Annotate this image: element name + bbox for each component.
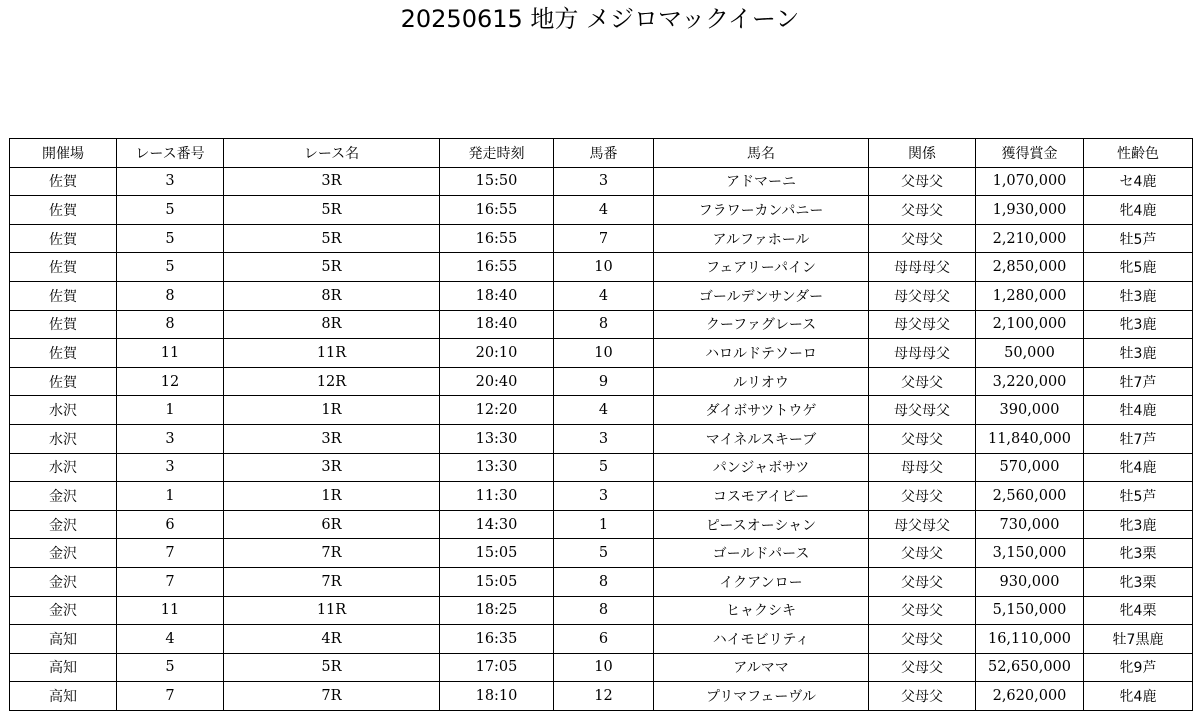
cell-horse-number: 10 — [554, 253, 654, 282]
cell-race-number: 5 — [117, 196, 224, 225]
header-horse-number: 馬番 — [554, 139, 654, 168]
cell-sex-age-color: 牝3栗 — [1084, 567, 1193, 596]
cell-post-time: 16:55 — [440, 224, 554, 253]
cell-sex-age-color: 牝9芦 — [1084, 653, 1193, 682]
cell-sex-age-color: 牡7黒鹿 — [1084, 625, 1193, 654]
cell-post-time: 18:40 — [440, 310, 554, 339]
header-earnings: 獲得賞金 — [976, 139, 1084, 168]
header-race-number: レース番号 — [117, 139, 224, 168]
cell-race-number: 4 — [117, 625, 224, 654]
cell-horse-name: アルママ — [654, 653, 869, 682]
cell-venue: 金沢 — [10, 596, 117, 625]
cell-horse-name: プリマフェーヴル — [654, 682, 869, 711]
cell-venue: 金沢 — [10, 539, 117, 568]
cell-earnings: 52,650,000 — [976, 653, 1084, 682]
cell-earnings: 50,000 — [976, 339, 1084, 368]
cell-race-name: 8R — [224, 310, 440, 339]
cell-post-time: 18:40 — [440, 281, 554, 310]
table-row — [10, 596, 1193, 625]
table-header-row — [10, 139, 1193, 168]
cell-race-number: 11 — [117, 339, 224, 368]
cell-horse-name: ルリオウ — [654, 367, 869, 396]
cell-earnings: 2,100,000 — [976, 310, 1084, 339]
cell-relation: 母父母父 — [869, 396, 976, 425]
cell-post-time: 11:30 — [440, 482, 554, 511]
cell-horse-name: イクアンロー — [654, 567, 869, 596]
cell-horse-number: 4 — [554, 196, 654, 225]
cell-horse-name: ハロルドテソーロ — [654, 339, 869, 368]
cell-horse-name: パンジャボサツ — [654, 453, 869, 482]
cell-relation: 母父母父 — [869, 510, 976, 539]
cell-earnings: 1,070,000 — [976, 167, 1084, 196]
cell-relation: 父母父 — [869, 224, 976, 253]
cell-post-time: 17:05 — [440, 653, 554, 682]
cell-venue: 金沢 — [10, 510, 117, 539]
cell-race-name: 5R — [224, 196, 440, 225]
cell-horse-number: 3 — [554, 482, 654, 511]
cell-post-time: 15:05 — [440, 567, 554, 596]
cell-relation: 父母父 — [869, 196, 976, 225]
table-row — [10, 424, 1193, 453]
cell-sex-age-color: 牝4鹿 — [1084, 196, 1193, 225]
cell-earnings: 730,000 — [976, 510, 1084, 539]
cell-race-number: 5 — [117, 224, 224, 253]
cell-earnings: 3,220,000 — [976, 367, 1084, 396]
table-row — [10, 224, 1193, 253]
cell-post-time: 16:55 — [440, 196, 554, 225]
cell-venue: 金沢 — [10, 567, 117, 596]
cell-relation: 父母父 — [869, 367, 976, 396]
cell-race-number: 12 — [117, 367, 224, 396]
cell-venue: 佐賀 — [10, 253, 117, 282]
cell-relation: 父母父 — [869, 682, 976, 711]
cell-race-number: 3 — [117, 453, 224, 482]
cell-horse-name: ゴールデンサンダー — [654, 281, 869, 310]
cell-race-number: 7 — [117, 682, 224, 711]
cell-sex-age-color: 牡4鹿 — [1084, 396, 1193, 425]
cell-horse-name: ハイモビリティ — [654, 625, 869, 654]
cell-earnings: 930,000 — [976, 567, 1084, 596]
cell-horse-name: フェアリーパイン — [654, 253, 869, 282]
cell-horse-name: マイネルスキーブ — [654, 424, 869, 453]
cell-relation: 母父母父 — [869, 310, 976, 339]
cell-earnings: 2,560,000 — [976, 482, 1084, 511]
table-row — [10, 396, 1193, 425]
cell-race-number: 8 — [117, 310, 224, 339]
cell-sex-age-color: 牡7芦 — [1084, 424, 1193, 453]
cell-earnings: 1,930,000 — [976, 196, 1084, 225]
cell-race-name: 1R — [224, 482, 440, 511]
cell-sex-age-color: 牝4鹿 — [1084, 682, 1193, 711]
cell-relation: 父母父 — [869, 625, 976, 654]
cell-earnings: 11,840,000 — [976, 424, 1084, 453]
cell-horse-number: 5 — [554, 453, 654, 482]
cell-post-time: 13:30 — [440, 453, 554, 482]
table-row — [10, 453, 1193, 482]
cell-post-time: 18:25 — [440, 596, 554, 625]
cell-horse-number: 10 — [554, 653, 654, 682]
cell-horse-number: 8 — [554, 596, 654, 625]
cell-race-number: 1 — [117, 482, 224, 511]
cell-race-name: 5R — [224, 253, 440, 282]
cell-race-name: 3R — [224, 424, 440, 453]
cell-relation: 母父母父 — [869, 281, 976, 310]
cell-horse-number: 8 — [554, 310, 654, 339]
cell-race-number: 5 — [117, 253, 224, 282]
cell-relation: 母母父 — [869, 453, 976, 482]
cell-race-name: 6R — [224, 510, 440, 539]
cell-venue: 水沢 — [10, 424, 117, 453]
cell-post-time: 12:20 — [440, 396, 554, 425]
cell-race-number: 7 — [117, 539, 224, 568]
table-row — [10, 310, 1193, 339]
cell-relation: 母母母父 — [869, 339, 976, 368]
cell-sex-age-color: 牡5芦 — [1084, 482, 1193, 511]
cell-venue: 高知 — [10, 682, 117, 711]
cell-horse-number: 4 — [554, 396, 654, 425]
cell-horse-name: アルファホール — [654, 224, 869, 253]
cell-horse-number: 3 — [554, 167, 654, 196]
cell-venue: 佐賀 — [10, 167, 117, 196]
cell-horse-name: コスモアイビー — [654, 482, 869, 511]
cell-horse-name: クーファグレース — [654, 310, 869, 339]
cell-post-time: 15:50 — [440, 167, 554, 196]
cell-sex-age-color: 牡7芦 — [1084, 367, 1193, 396]
cell-venue: 水沢 — [10, 453, 117, 482]
cell-horse-number: 10 — [554, 339, 654, 368]
cell-venue: 佐賀 — [10, 310, 117, 339]
cell-race-name: 11R — [224, 339, 440, 368]
cell-horse-number: 5 — [554, 539, 654, 568]
cell-race-name: 7R — [224, 539, 440, 568]
cell-race-name: 7R — [224, 682, 440, 711]
cell-race-name: 3R — [224, 167, 440, 196]
header-venue: 開催場 — [10, 139, 117, 168]
cell-sex-age-color: 牝4栗 — [1084, 596, 1193, 625]
cell-sex-age-color: 牝3栗 — [1084, 539, 1193, 568]
table-row — [10, 167, 1193, 196]
cell-relation: 父母父 — [869, 567, 976, 596]
cell-race-name: 1R — [224, 396, 440, 425]
cell-sex-age-color: 牝5鹿 — [1084, 253, 1193, 282]
table-row — [10, 367, 1193, 396]
table-row — [10, 482, 1193, 511]
cell-race-number: 3 — [117, 424, 224, 453]
cell-earnings: 2,210,000 — [976, 224, 1084, 253]
cell-sex-age-color: 牝3鹿 — [1084, 510, 1193, 539]
cell-race-name: 11R — [224, 596, 440, 625]
cell-sex-age-color: 牡3鹿 — [1084, 281, 1193, 310]
cell-race-number: 3 — [117, 167, 224, 196]
cell-horse-name: フラワーカンパニー — [654, 196, 869, 225]
cell-horse-number: 12 — [554, 682, 654, 711]
cell-relation: 父母父 — [869, 482, 976, 511]
cell-race-number: 11 — [117, 596, 224, 625]
cell-horse-name: ピースオーシャン — [654, 510, 869, 539]
cell-sex-age-color: セ4鹿 — [1084, 167, 1193, 196]
cell-venue: 金沢 — [10, 482, 117, 511]
cell-race-name: 4R — [224, 625, 440, 654]
cell-earnings: 16,110,000 — [976, 625, 1084, 654]
cell-horse-number: 8 — [554, 567, 654, 596]
cell-earnings: 1,280,000 — [976, 281, 1084, 310]
cell-race-name: 12R — [224, 367, 440, 396]
cell-earnings: 2,620,000 — [976, 682, 1084, 711]
table-row — [10, 339, 1193, 368]
cell-post-time: 20:10 — [440, 339, 554, 368]
cell-post-time: 14:30 — [440, 510, 554, 539]
cell-relation: 母母母父 — [869, 253, 976, 282]
cell-venue: 高知 — [10, 625, 117, 654]
cell-horse-name: アドマーニ — [654, 167, 869, 196]
header-horse-name: 馬名 — [654, 139, 869, 168]
header-race-name: レース名 — [224, 139, 440, 168]
cell-relation: 父母父 — [869, 167, 976, 196]
cell-venue: 水沢 — [10, 396, 117, 425]
cell-venue: 佐賀 — [10, 367, 117, 396]
page-title: 20250615 地方 メジロマックイーン — [400, 5, 800, 33]
table-row — [10, 567, 1193, 596]
cell-relation: 父母父 — [869, 424, 976, 453]
cell-venue: 高知 — [10, 653, 117, 682]
cell-horse-number: 4 — [554, 281, 654, 310]
cell-earnings: 3,150,000 — [976, 539, 1084, 568]
cell-race-name: 8R — [224, 281, 440, 310]
cell-earnings: 570,000 — [976, 453, 1084, 482]
table-row — [10, 510, 1193, 539]
cell-horse-number: 6 — [554, 625, 654, 654]
cell-earnings: 390,000 — [976, 396, 1084, 425]
cell-post-time: 16:35 — [440, 625, 554, 654]
cell-race-number: 1 — [117, 396, 224, 425]
cell-race-name: 5R — [224, 653, 440, 682]
cell-race-number: 8 — [117, 281, 224, 310]
cell-post-time: 20:40 — [440, 367, 554, 396]
cell-horse-number: 9 — [554, 367, 654, 396]
cell-race-name: 5R — [224, 224, 440, 253]
table-row — [10, 196, 1193, 225]
cell-venue: 佐賀 — [10, 196, 117, 225]
cell-horse-name: ヒャクシキ — [654, 596, 869, 625]
results-table — [9, 138, 1193, 711]
cell-race-number: 5 — [117, 653, 224, 682]
cell-earnings: 5,150,000 — [976, 596, 1084, 625]
cell-horse-number: 7 — [554, 224, 654, 253]
cell-earnings: 2,850,000 — [976, 253, 1084, 282]
table-row — [10, 539, 1193, 568]
cell-post-time: 16:55 — [440, 253, 554, 282]
cell-sex-age-color: 牝3鹿 — [1084, 310, 1193, 339]
cell-relation: 父母父 — [869, 653, 976, 682]
cell-horse-name: ダイボサツトウゲ — [654, 396, 869, 425]
cell-relation: 父母父 — [869, 596, 976, 625]
cell-sex-age-color: 牡5芦 — [1084, 224, 1193, 253]
cell-venue: 佐賀 — [10, 339, 117, 368]
cell-race-name: 3R — [224, 453, 440, 482]
cell-post-time: 18:10 — [440, 682, 554, 711]
table-row — [10, 281, 1193, 310]
cell-sex-age-color: 牡3鹿 — [1084, 339, 1193, 368]
table-row — [10, 682, 1193, 711]
cell-race-name: 7R — [224, 567, 440, 596]
cell-post-time: 13:30 — [440, 424, 554, 453]
cell-horse-number: 1 — [554, 510, 654, 539]
cell-race-number: 6 — [117, 510, 224, 539]
header-sex-age-color: 性齢色 — [1084, 139, 1193, 168]
header-post-time: 発走時刻 — [440, 139, 554, 168]
cell-post-time: 15:05 — [440, 539, 554, 568]
table-row — [10, 253, 1193, 282]
cell-relation: 父母父 — [869, 539, 976, 568]
cell-horse-name: ゴールドパース — [654, 539, 869, 568]
cell-sex-age-color: 牝4鹿 — [1084, 453, 1193, 482]
cell-horse-number: 3 — [554, 424, 654, 453]
cell-race-number: 7 — [117, 567, 224, 596]
table-row — [10, 625, 1193, 654]
cell-venue: 佐賀 — [10, 224, 117, 253]
table-row — [10, 653, 1193, 682]
header-relation: 関係 — [869, 139, 976, 168]
cell-venue: 佐賀 — [10, 281, 117, 310]
